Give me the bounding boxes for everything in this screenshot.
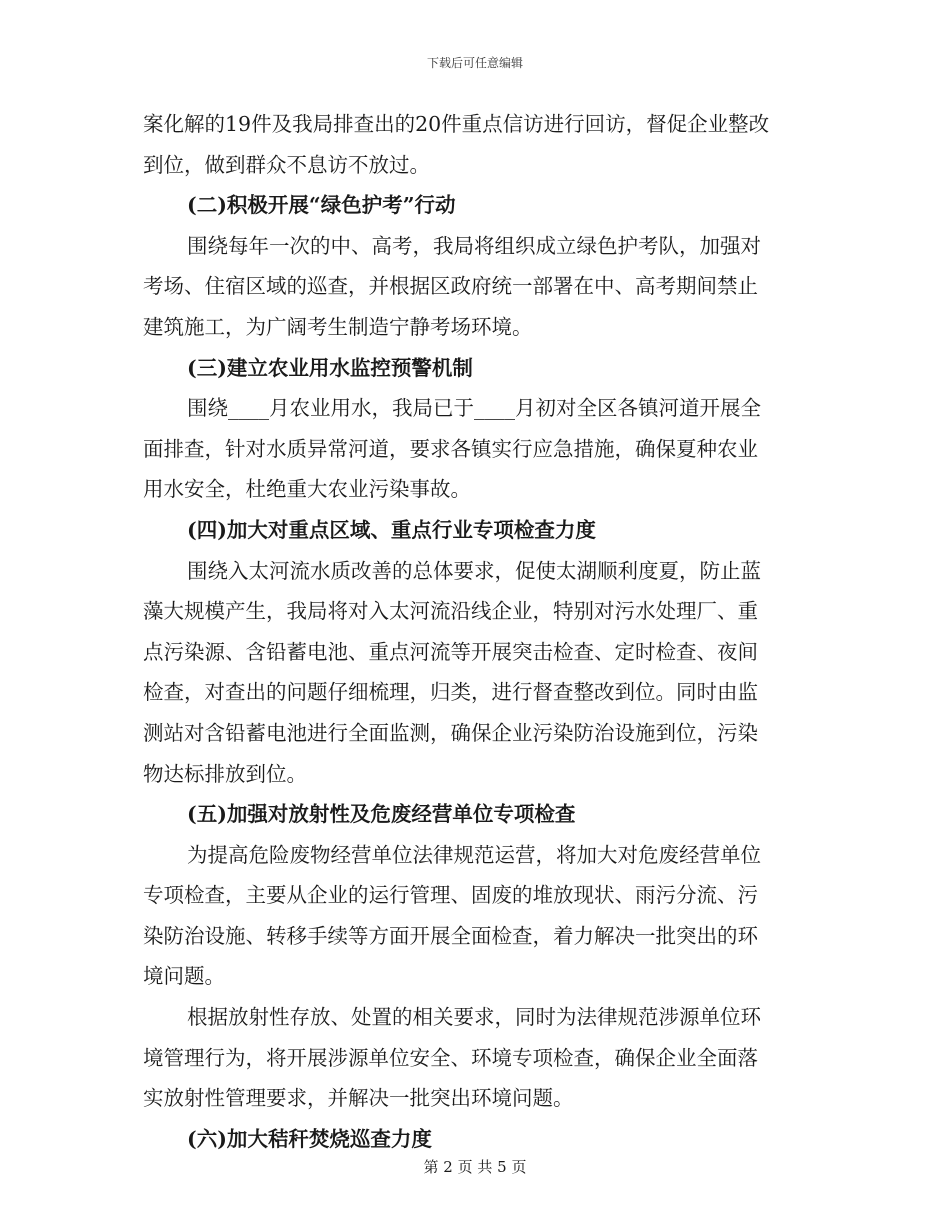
paragraph-line: 藻大规模产生，我局将对入太河流沿线企业，特别对污水处理厂、重 [143, 599, 758, 624]
paragraph-line: 染防治设施、转移手续等方面开展全面检查，着力解决一批突出的环 [143, 923, 758, 948]
document-body [143, 104, 807, 1159]
paragraph-line: 面排查，针对水质异常河道，要求各镇实行应急措施，确保夏种农业 [143, 436, 758, 461]
paragraph-line: 到位，做到群众不息访不放过。 [143, 152, 430, 177]
paragraph-line: 检查，对查出的问题仔细梳理，归类，进行督查整改到位。同时由监 [143, 680, 758, 705]
paragraph-line: 围绕入太河流水质改善的总体要求，促使太湖顺利度夏，防止蓝 [187, 558, 761, 583]
paragraph-line: 境管理行为，将开展涉源单位安全、环境专项检查，确保企业全面落 [143, 1045, 758, 1070]
page-footer: 第 2 页 共 5 页 [423, 1158, 527, 1176]
paragraph-line: 考场、住宿区域的巡查，并根据区政府统一部署在中、高考期间禁止 [143, 274, 758, 299]
paragraph-line: 实放射性管理要求，并解决一批突出环境问题。 [143, 1086, 574, 1111]
section-heading: (三)建立农业用水监控预警机制 [187, 355, 473, 380]
paragraph-line: 境问题。 [143, 964, 225, 989]
paragraph-line: 围绕____月农业用水，我局已于____月初对全区各镇河道开展全 [187, 396, 761, 421]
paragraph-line: 建筑施工，为广阔考生制造宁静考场环境。 [143, 314, 533, 339]
paragraph-line: 点污染源、含铅蓄电池、重点河流等开展突击检查、定时检查、夜间 [143, 639, 758, 664]
paragraph-line: 测站对含铅蓄电池进行全面监测，确保企业污染防治设施到位，污染 [143, 720, 758, 745]
paragraph-line: 根据放射性存放、处置的相关要求，同时为法律规范涉源单位环 [187, 1005, 761, 1030]
paragraph-line: 专项检查，主要从企业的运行管理、固废的堆放现状、雨污分流、污 [143, 883, 758, 908]
section-heading: (六)加大秸秆焚烧巡查力度 [187, 1126, 432, 1151]
section-heading: (五)加强对放射性及危废经营单位专项检查 [187, 802, 576, 827]
section-heading: (二)积极开展“绿色护考”行动 [187, 193, 456, 218]
paragraph-line: 用水安全，杜绝重大农业污染事故。 [143, 477, 471, 502]
paragraph-line: 围绕每年一次的中、高考，我局将组织成立绿色护考队，加强对 [187, 233, 761, 258]
paragraph-line: 物达标排放到位。 [143, 761, 307, 786]
paragraph-line: 案化解的19件及我局排查出的20件重点信访进行回访，督促企业整改 [143, 112, 770, 136]
page-header: 下载后可任意编辑 [426, 56, 523, 70]
section-heading: (四)加大对重点区域、重点行业专项检查力度 [187, 517, 596, 542]
paragraph-line: 为提高危险废物经营单位法律规范运营，将加大对危废经营单位 [187, 842, 761, 867]
